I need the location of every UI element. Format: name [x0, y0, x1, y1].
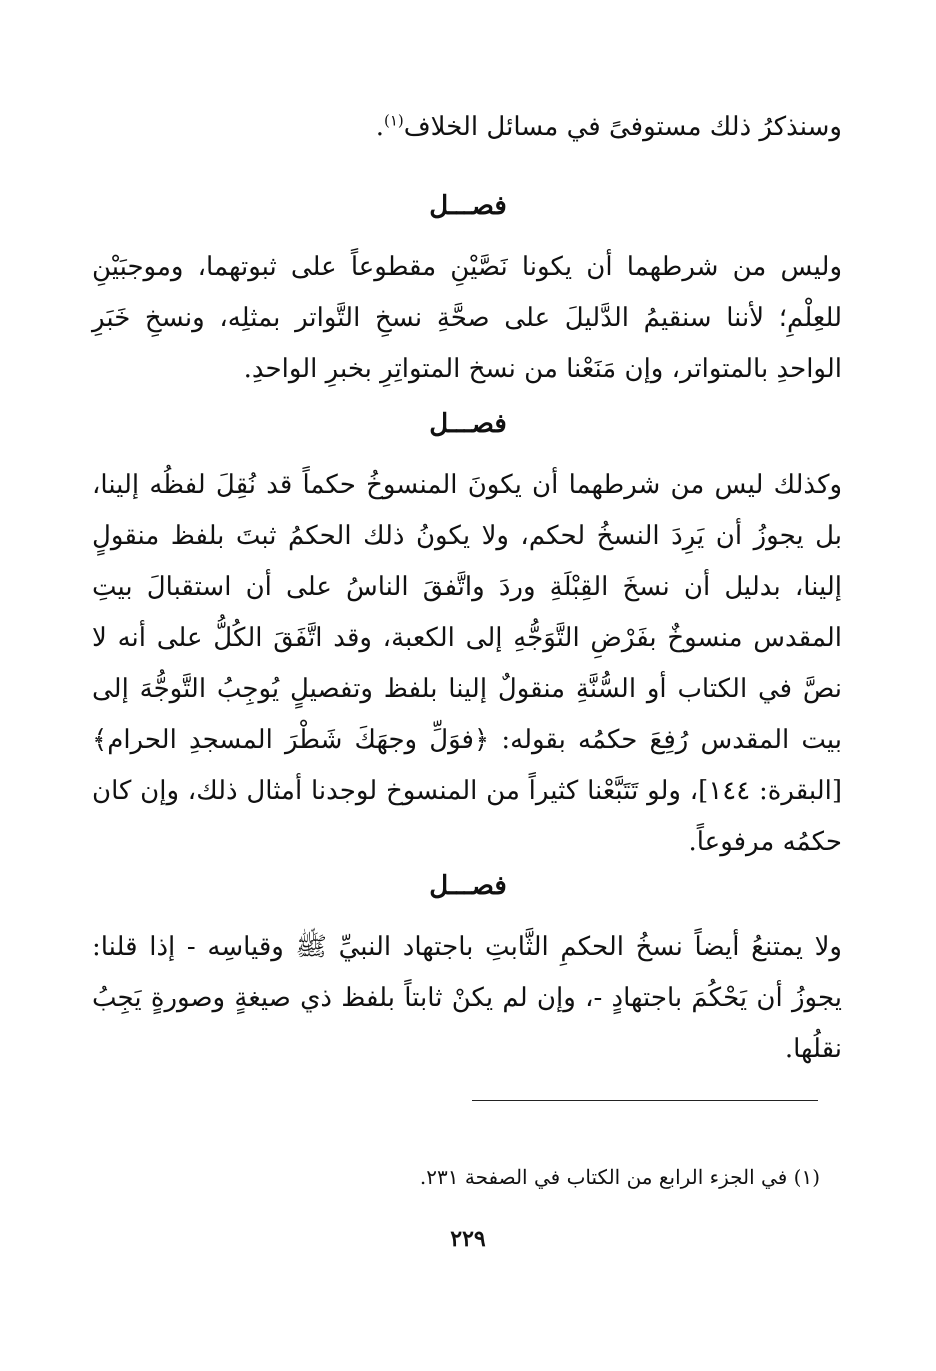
footnote-reference[interactable]: (١) [383, 111, 404, 130]
footnote: (١) في الجزء الرابع من الكتاب في الصفحة ٢٣١. [419, 1165, 820, 1189]
footnote-divider [472, 1100, 818, 1101]
section-heading-3: فصـــل [429, 871, 507, 901]
section-heading-1: فصـــل [429, 191, 507, 221]
section-paragraph-1: وليس من شرطهما أن يكونا نَصَّيْنِ مقطوعاً على ثبوتهما، وموجبَيْنِ للعِلْمِ؛ لأننا سنقيمُ الدَّليلَ على صحَّةِ نسخِ التَّواتر بمثلِه، ونسخِ خَبَرِ الواحدِ بالمتواتر، وإن مَنَعْنا من نسخ المتواتِرِ بخبرِ الواحدِ. [92, 252, 842, 384]
section-paragraph-2: وكذلك ليس من شرطهما أن يكونَ المنسوخُ حكماً قد نُقِلَ لفظُه إلينا، بل يجوزُ أن يَرِدَ النسخُ لحكم، ولا يكونُ ذلك الحكمُ ثبتَ بلفظ منقولٍ إلينا، بدليل أن نسخَ القِبْلَةِ وردَ واتَّفقَ الناسُ على أن استقبالَ بيتِ المقدس منسوخٌ بفَرْضِ التَّوَجُّهِ إلى الكعبة، وقد اتَّفَقَ الكُلُّ على أنه لا نصَّ في الكتاب أو السُّنَّةِ منقولٌ إلينا بلفظ وتفصيلٍ يُوجِبُ التَّوجُّهَ إلى بيت المقدس رُفِعَ حكمُه بقوله: ﴿فوَلِّ وجهَكَ شَطْرَ المسجدِ الحرام﴾ [البقرة: ١٤٤]، ولو تَتَبَّعْنا كثيراً من المنسوخ لوجدنا أمثال ذلك، وإن كان حكمُه مرفوعاً. [92, 470, 843, 857]
opening-end: . [375, 112, 384, 142]
section-paragraph-3: ولا يمتنعُ أيضاً نسخُ الحكمِ الثَّابتِ باجتهاد النبيِّ ﷺ وقياسِه - إذا قلنا: يجوزُ أن يَحْكُمَ باجتهادٍ -، وإن لم يكنْ ثابتاً بلفظ ذي صيغةٍ وصورةٍ يَجِبُ نقلُها. [92, 932, 842, 1064]
section-heading-2: فصـــل [429, 409, 507, 439]
opening-paragraph [92, 102, 842, 153]
page-number: ٢٢٩ [450, 1226, 486, 1252]
opening-text: وسنذكرُ ذلك مستوفىً في مسائل الخلاف [403, 112, 842, 142]
